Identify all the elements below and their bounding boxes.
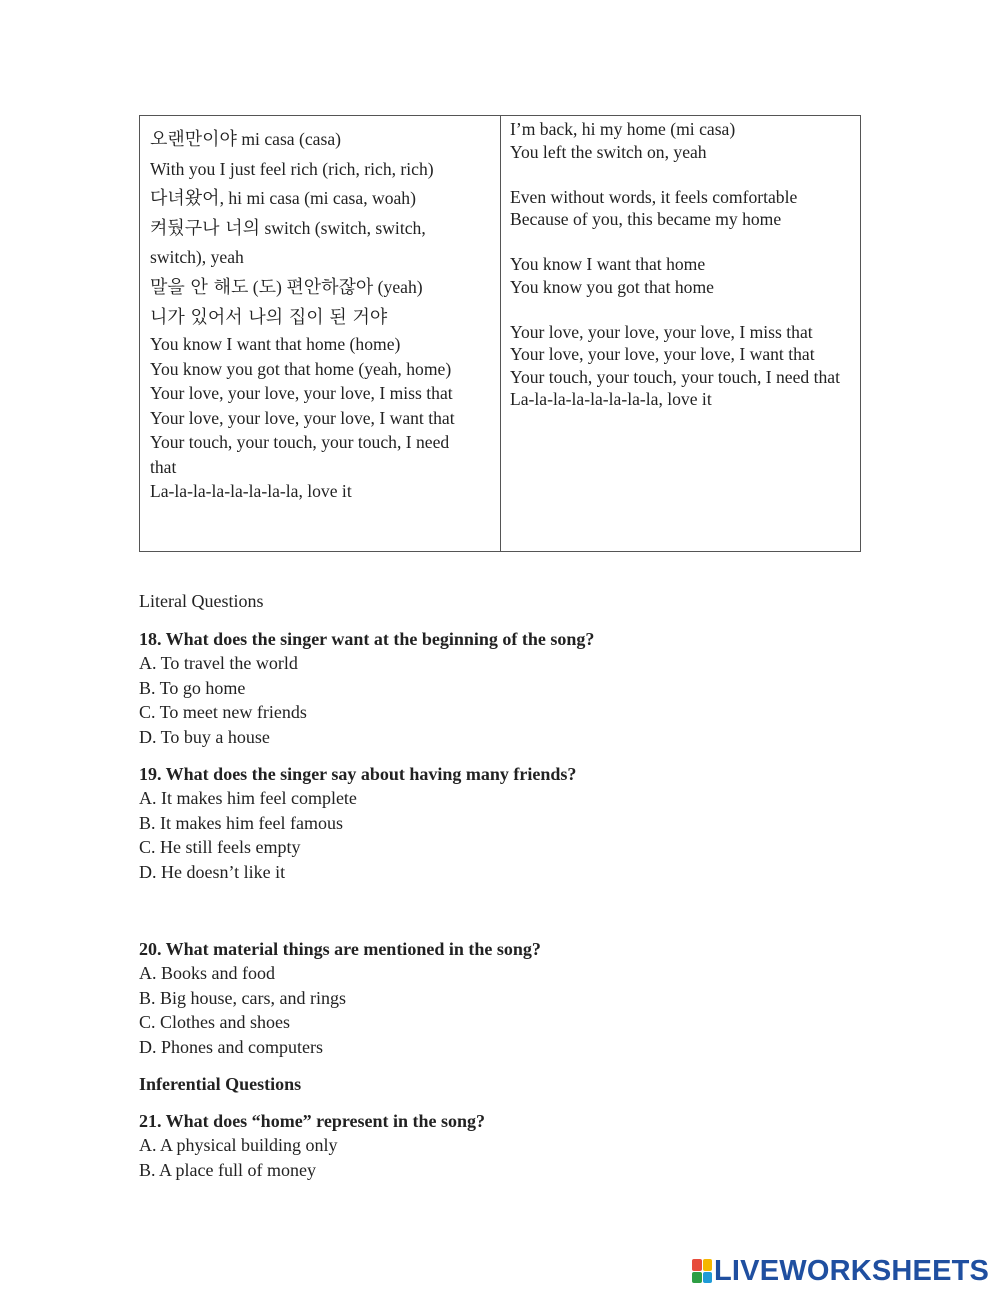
answer-option[interactable]: B. Big house, cars, and rings (139, 987, 346, 1008)
lyric-line: I’m back, hi my home (mi casa) (510, 119, 736, 139)
logo-block-icon (692, 1272, 702, 1284)
lyric-line: Your love, your love, your love, I miss that (510, 321, 813, 342)
logo-block-icon (703, 1259, 713, 1271)
lyrics-column-korean (140, 116, 501, 551)
question-21 (139, 1109, 899, 1182)
stanza-gap (510, 231, 860, 254)
lyric-line: 오랜만이야 mi casa (casa) (150, 129, 341, 150)
lyric-line: switch), yeah (150, 247, 244, 268)
literal-questions-heading: Literal Questions (139, 591, 264, 611)
lyric-line: Your love, your love, your love, I miss that (150, 383, 453, 404)
lyric-line: 말을 안 해도 (도) 편안하잖아 (yeah) (150, 276, 423, 298)
lyric-line: You know I want that home (510, 254, 706, 274)
answer-option[interactable]: B. A place full of money (139, 1159, 316, 1180)
questions-section (139, 589, 899, 1182)
logo-block-icon (692, 1259, 702, 1271)
lyric-line: Your touch, your touch, your touch, I need that (510, 366, 840, 387)
lyrics-table (139, 115, 861, 552)
answer-option[interactable]: D. Phones and computers (139, 1036, 323, 1057)
lyric-line: 다녀왔어, hi mi casa (mi casa, woah) (150, 188, 416, 210)
question-text: 20. What material things are mentioned in the song? (139, 939, 541, 959)
liveworksheets-logo (692, 1256, 989, 1286)
question-text: 18. What does the singer want at the beginning of the song? (139, 629, 595, 649)
question-text: 21. What does “home” represent in the song? (139, 1111, 486, 1131)
lyric-line: Your love, your love, your love, I want that (150, 407, 455, 428)
lyrics-column-english (501, 116, 860, 551)
lyric-line: You left the switch on, yeah (510, 141, 707, 162)
lyric-line: that (150, 456, 177, 477)
lyric-line: La-la-la-la-la-la-la-la, love it (510, 389, 712, 409)
answer-option[interactable]: C. To meet new friends (139, 702, 307, 722)
inferential-questions-heading: Inferential Questions (139, 1074, 302, 1094)
answer-option[interactable]: C. He still feels empty (139, 837, 301, 857)
lyric-line: You know I want that home (home) (150, 334, 401, 355)
answer-option[interactable]: A. It makes him feel complete (139, 788, 357, 808)
logo-text: LIVEWORKSHEETS (714, 1254, 990, 1287)
lyric-line: La-la-la-la-la-la-la-la, love it (150, 481, 352, 502)
question-20 (139, 937, 899, 1059)
lyric-line: You know you got that home (yeah, home) (150, 358, 452, 379)
lyric-line: Your touch, your touch, your touch, I need (150, 432, 450, 453)
stanza-gap (510, 298, 860, 321)
answer-option[interactable]: A. To travel the world (139, 653, 298, 673)
lyric-line: Even without words, it feels comfortable (510, 186, 798, 207)
question-19 (139, 762, 899, 884)
lyric-line: With you I just feel rich (rich, rich, rich) (150, 158, 434, 179)
answer-option[interactable]: A. A physical building only (139, 1135, 338, 1155)
answer-option[interactable]: B. To go home (139, 677, 246, 698)
lyric-line: Because of you, this became my home (510, 209, 782, 229)
logo-block-icon (703, 1272, 713, 1284)
stanza-gap (510, 163, 860, 186)
lyric-line: 니가 있어서 나의 집이 된 거야 (150, 306, 388, 328)
spacer (139, 884, 899, 934)
answer-option[interactable]: B. It makes him feel famous (139, 812, 343, 833)
question-18 (139, 627, 899, 749)
answer-option[interactable]: C. Clothes and shoes (139, 1012, 290, 1032)
answer-option[interactable]: D. He doesn’t like it (139, 861, 286, 882)
question-text: 19. What does the singer say about having many friends? (139, 764, 577, 784)
lyric-line: 켜뒀구나 너의 switch (switch, switch, (150, 217, 426, 239)
lyric-line: You know you got that home (510, 276, 714, 297)
answer-option[interactable]: A. Books and food (139, 963, 275, 983)
lyric-line: Your love, your love, your love, I want that (510, 344, 815, 364)
answer-option[interactable]: D. To buy a house (139, 726, 270, 747)
liveworksheets-logo-icon (692, 1259, 712, 1283)
